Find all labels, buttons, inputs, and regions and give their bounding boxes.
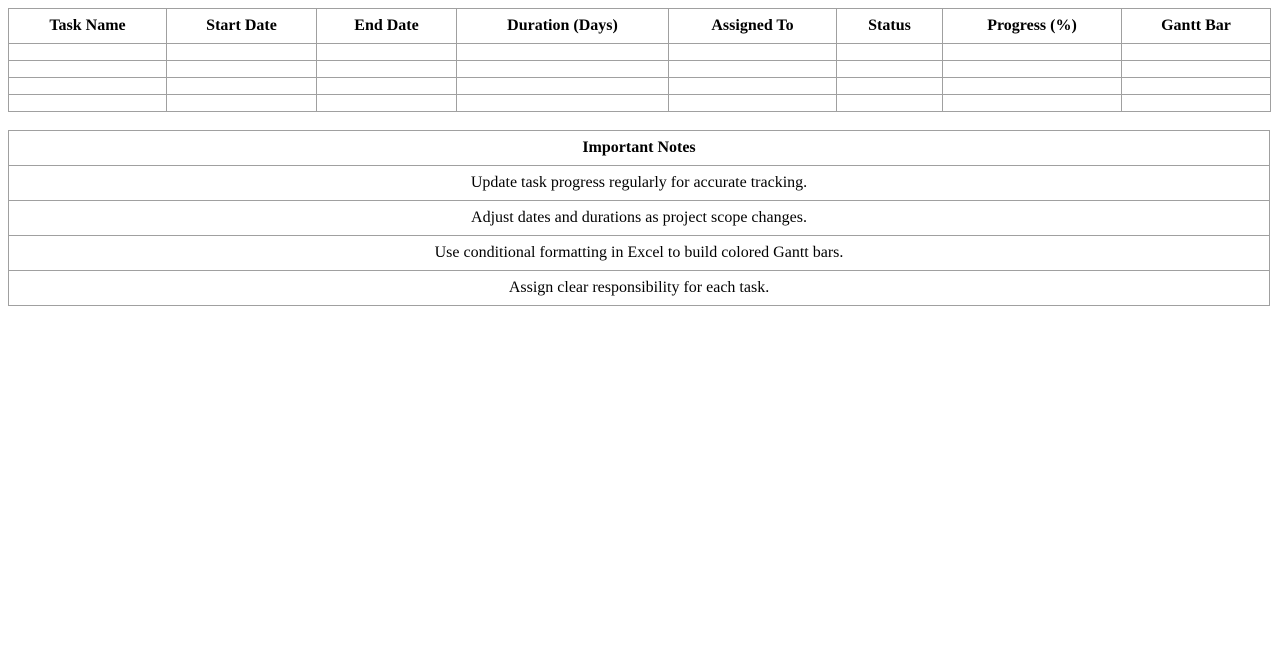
note-item: Use conditional formatting in Excel to build colored Gantt bars. xyxy=(9,236,1270,271)
table-cell[interactable] xyxy=(1122,61,1271,78)
table-cell[interactable] xyxy=(837,61,943,78)
column-header-end-date: End Date xyxy=(317,9,457,44)
table-cell[interactable] xyxy=(457,95,669,112)
table-cell[interactable] xyxy=(669,61,837,78)
table-cell[interactable] xyxy=(943,78,1122,95)
table-cell[interactable] xyxy=(317,95,457,112)
table-cell[interactable] xyxy=(669,95,837,112)
note-item: Update task progress regularly for accurate tracking. xyxy=(9,166,1270,201)
column-header-duration: Duration (Days) xyxy=(457,9,669,44)
table-cell[interactable] xyxy=(9,95,167,112)
table-cell[interactable] xyxy=(9,61,167,78)
notes-table xyxy=(8,130,1270,306)
notes-row xyxy=(9,166,1270,201)
column-header-progress: Progress (%) xyxy=(943,9,1122,44)
table-cell[interactable] xyxy=(317,44,457,61)
table-cell[interactable] xyxy=(9,78,167,95)
table-row xyxy=(9,78,1271,95)
table-cell[interactable] xyxy=(317,61,457,78)
column-header-task-name: Task Name xyxy=(9,9,167,44)
table-cell[interactable] xyxy=(1122,44,1271,61)
table-cell[interactable] xyxy=(837,44,943,61)
table-cell[interactable] xyxy=(457,44,669,61)
table-cell[interactable] xyxy=(837,95,943,112)
gantt-header-row xyxy=(9,9,1271,44)
table-cell[interactable] xyxy=(317,78,457,95)
table-row xyxy=(9,44,1271,61)
column-header-assigned-to: Assigned To xyxy=(669,9,837,44)
notes-header-row xyxy=(9,131,1270,166)
notes-row xyxy=(9,271,1270,306)
table-cell[interactable] xyxy=(457,78,669,95)
table-cell[interactable] xyxy=(1122,95,1271,112)
table-cell[interactable] xyxy=(167,78,317,95)
gantt-table xyxy=(8,8,1271,112)
table-cell[interactable] xyxy=(943,61,1122,78)
notes-row xyxy=(9,201,1270,236)
page-content xyxy=(8,8,1270,306)
table-cell[interactable] xyxy=(943,95,1122,112)
table-cell[interactable] xyxy=(943,44,1122,61)
table-cell[interactable] xyxy=(167,95,317,112)
table-cell[interactable] xyxy=(669,44,837,61)
notes-title: Important Notes xyxy=(9,131,1270,166)
table-cell[interactable] xyxy=(9,44,167,61)
table-cell[interactable] xyxy=(1122,78,1271,95)
note-item: Adjust dates and durations as project scope changes. xyxy=(9,201,1270,236)
notes-row xyxy=(9,236,1270,271)
note-item: Assign clear responsibility for each task. xyxy=(9,271,1270,306)
column-header-gantt-bar: Gantt Bar xyxy=(1122,9,1271,44)
table-cell[interactable] xyxy=(167,61,317,78)
column-header-status: Status xyxy=(837,9,943,44)
table-row xyxy=(9,95,1271,112)
table-cell[interactable] xyxy=(457,61,669,78)
table-row xyxy=(9,61,1271,78)
table-cell[interactable] xyxy=(837,78,943,95)
table-cell[interactable] xyxy=(167,44,317,61)
column-header-start-date: Start Date xyxy=(167,9,317,44)
table-cell[interactable] xyxy=(669,78,837,95)
